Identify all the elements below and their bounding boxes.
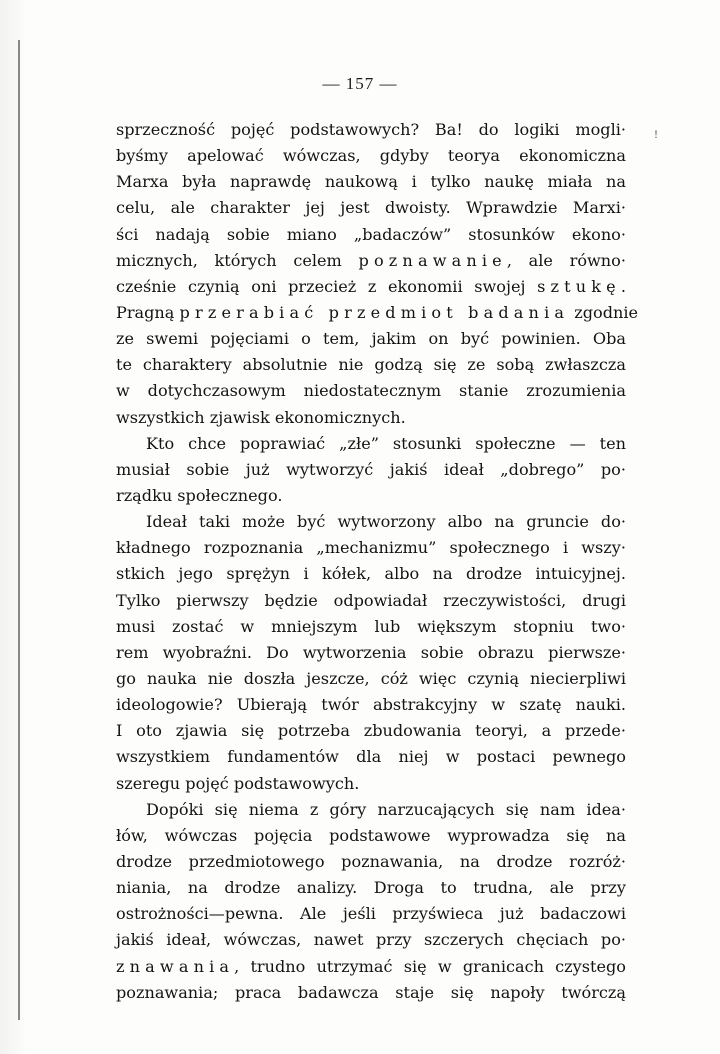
text-line: ideologowie? Ubierają twór abstrakcyjny w szatę nauki. — [116, 695, 626, 715]
text-segment: Pragną — [116, 302, 175, 322]
text-line: ze swemi pojęciami o tem, jakim on być powinien. Oba — [116, 329, 626, 349]
text-line: go nauka nie doszła jeszcze, cóż więc czynią niecierpliwi — [116, 668, 626, 688]
text-segment: , ale równo· — [506, 250, 626, 270]
text-line — [116, 300, 639, 326]
text-line: niania, na drodze analizy. Droga to trudna, ale przy — [116, 878, 626, 898]
text-segment: cześnie czynią oni przecież z ekonomii swojej — [116, 276, 526, 296]
body-text — [116, 117, 639, 1006]
text-line: poznawania; praca badawcza staje się napoły twórczą — [116, 982, 626, 1002]
text-line: rządku społecznego. — [116, 485, 283, 505]
emphasized-text: poznawanie — [358, 250, 507, 270]
text-line — [116, 248, 626, 274]
emphasized-text: przerabiać przedmiot badania — [179, 302, 570, 322]
margin-mark: ! — [654, 127, 658, 141]
text-line: byśmy apelować wówczas, gdyby teorya ekonomiczna — [116, 146, 626, 166]
text-line: Ideał taki może być wytworzony albo na gruncie do· — [146, 512, 626, 532]
text-line: rem wyobraźni. Do wytworzenia sobie obrazu pierwsze· — [116, 642, 626, 662]
text-line: Tylko pierwszy będzie odpowiadał rzeczywistości, drugi — [116, 590, 626, 610]
text-line: musi zostać w mniejszym lub większym stopniu two· — [116, 616, 626, 636]
binding-line — [18, 40, 20, 1020]
text-line: Kto chce poprawiać „złe” stosunki społeczne — ten — [146, 433, 626, 453]
text-segment: zgodnie — [574, 302, 639, 322]
text-line: szeregu pojęć podstawowych. — [116, 773, 360, 793]
text-segment: . — [620, 276, 626, 296]
text-line: ostrożności—pewna. Ale jeśli przyświeca już badaczowi — [116, 904, 626, 924]
text-line: musiał sobie już wytworzyć jakiś ideał „dobrego” po· — [116, 459, 626, 479]
binding-edge — [0, 0, 26, 1054]
text-segment: jakiś ideał, wówczas, nawet przy szczerych chęciach — [116, 930, 589, 950]
emphasized-text: znawania — [116, 956, 235, 976]
text-line: te charaktery absolutnie nie godzą się ze sobą zwłaszcza — [116, 355, 626, 375]
text-line: kładnego rozpoznania „mechanizmu” społecznego i wszy· — [116, 538, 626, 558]
text-line: w dotychczasowym niedostatecznym stanie zrozumienia — [116, 381, 626, 401]
text-line — [116, 274, 626, 300]
text-line: ści nadają sobie miano „badaczów” stosunków ekono· — [116, 224, 626, 244]
text-line: wszystkich zjawisk ekonomicznych. — [116, 407, 406, 427]
text-line: Marxa była naprawdę naukową i tylko naukę miała na — [116, 172, 626, 192]
text-segment: , trudno utrzymać się w granicach czystego — [234, 956, 626, 976]
page-number: — 157 — — [322, 74, 398, 93]
emphasized-text: sztukę — [537, 276, 621, 296]
text-line: Dopóki się niema z góry narzucających się nam idea· — [146, 799, 626, 819]
text-line: drodze przedmiotowego poznawania, na drodze rozróż· — [116, 851, 626, 871]
text-line: I oto zjawia się potrzeba zbudowania teoryi, a przede· — [116, 721, 626, 741]
text-line: celu, ale charakter jej jest dwoisty. Wprawdzie Marxi· — [116, 198, 626, 218]
text-line: stkich jego sprężyn i kółek, albo na drodze intuicyjnej. — [116, 564, 626, 584]
text-segment: micznych, których celem — [116, 250, 342, 270]
text-line: wszystkiem fundamentów dla niej w postaci pewnego — [116, 747, 626, 767]
text-line: łów, wówczas pojęcia podstawowe wyprowadza się na — [116, 825, 626, 845]
text-segment: po· — [600, 930, 626, 950]
text-line — [116, 954, 626, 980]
text-line: sprzeczność pojęć podstawowych? Ba! do logiki mogli· — [116, 120, 626, 139]
text-line — [116, 927, 626, 953]
